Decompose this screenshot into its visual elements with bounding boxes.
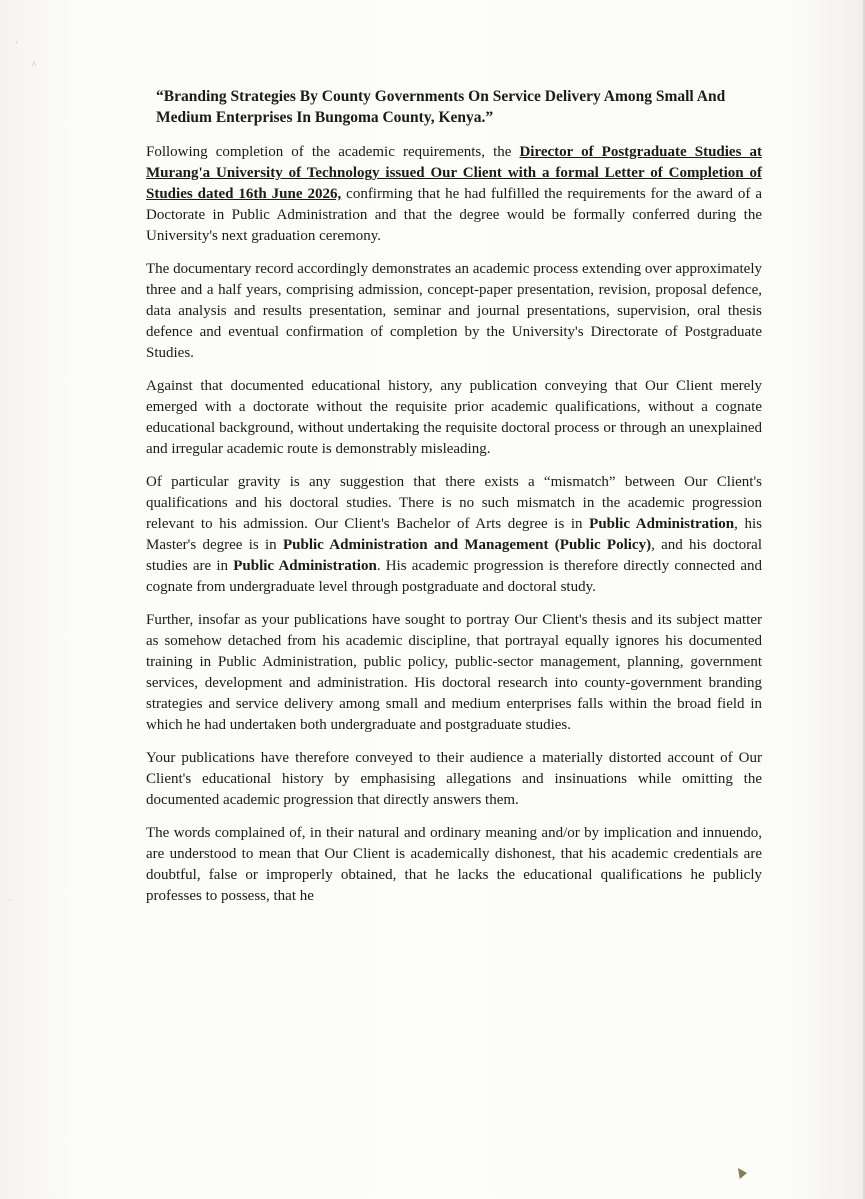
paragraph-mismatch [146,472,762,598]
thesis-title: “Branding Strategies By County Governments On Service Delivery Among Small And Medium Enterprises In Bungoma County, Kenya.” [156,88,726,126]
paragraph-documentary-record: The documentary record accordingly demonstrates an academic process extending over approximately three and a half years, comprising admission, concept-paper presentation, revision, proposal defence, data analysis and results presentation, seminar and journal presentations, supervision, oral thesis defence and eventual confirmation of completion by the University's Directorate of Postgraduate Studies. [146,261,762,361]
scan-speck: ' [16,40,18,50]
paragraph-text: Following completion of the academic requirements, the [146,144,520,160]
document-body [146,86,762,919]
doctoral-field: Public Administration [233,558,377,574]
paragraph-text: confirming that he had fulfilled the requirements for the award of a Doctorate in Public Administration and that the degree would be formally conferred during the University's next graduation ceremony. [146,186,762,244]
scan-speck: ^ [32,60,37,70]
page-corner-mark [738,1168,747,1179]
paragraph-completion [146,142,762,247]
paragraph-text: , and his doctoral studies are in [146,537,762,574]
scan-speck: · [8,895,11,905]
masters-field: Public Administration and Management (Public Policy) [282,537,652,553]
bachelor-field: Public Administration [589,516,735,532]
paragraph-educational-history: Against that documented educational history, any publication conveying that Our Client merely emerged with a doctorate without the requisite prior academic qualifications, without a cognate educational background, without undertaking the requisite doctoral process or through an unexplained and irregular academic route is demonstrably misleading. [146,378,762,457]
paragraph-text: Of particular gravity is any suggestion that there exists a “mismatch” between Our Client's qualifications and his doctoral studies. There is no such mismatch in the academic progression relevant to his admission. Our Client's Bachelor of Arts degree is in [146,474,762,532]
completion-letter-reference: Director of Postgraduate Studies at Murang'a University of Technology issued Our Client with a formal Letter of Completion of Studies dated 16th June 2026, [146,144,762,202]
paragraph-thesis-subject: Further, insofar as your publications have sought to portray Our Client's thesis and its subject matter as somehow detached from his academic discipline, that portrayal equally ignores his documented training in Public Administration, public policy, public-sector management, planning, government services, development and administration. His doctoral research into county-government branding strategies and service delivery among small and medium enterprises falls within the broad field in which he had undertaken both undergraduate and postgraduate studies. [146,612,762,733]
paragraph-text: , his Master's degree is in [146,516,763,553]
paragraph-text: . His academic progression is therefore directly connected and cognate from undergraduate level through postgraduate and doctoral study. [146,558,762,595]
paragraph-words-complained: The words complained of, in their natural and ordinary meaning and/or by implication and innuendo, are understood to mean that Our Client is academically dishonest, that his academic credentials are doubtful, false or improperly obtained, that he lacks the educational qualifications he publicly professes to possess, that he [146,825,762,904]
paragraph-distorted-account: Your publications have therefore conveyed to their audience a materially distorted account of Our Client's educational history by emphasising allegations and insinuations while omitting the documented academic progression that directly answers them. [146,750,762,808]
